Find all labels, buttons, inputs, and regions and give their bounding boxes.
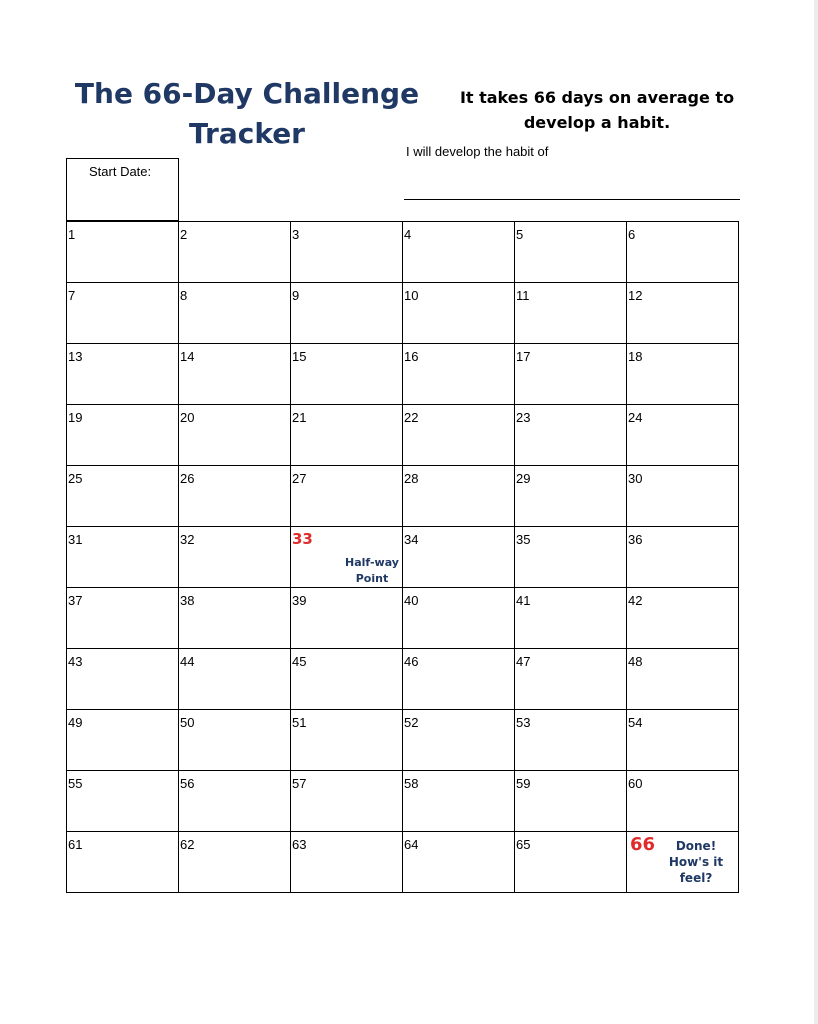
day-number: 50 [180, 715, 195, 730]
day-number: 62 [180, 837, 195, 852]
day-cell[interactable] [67, 283, 179, 344]
day-cell[interactable] [515, 344, 627, 405]
day-cell[interactable] [291, 466, 403, 527]
day-number: 16 [404, 349, 419, 364]
day-number: 5 [516, 227, 524, 242]
start-date-label: Start Date: [89, 164, 152, 179]
day-cell[interactable] [403, 771, 515, 832]
day-number: 10 [404, 288, 419, 303]
day-number: 55 [68, 776, 83, 791]
day-number: 6 [628, 227, 636, 242]
day-number: 42 [628, 593, 643, 608]
day-cell[interactable] [291, 527, 403, 588]
day-cell[interactable] [179, 832, 291, 893]
day-cell[interactable] [67, 649, 179, 710]
day-number: 23 [516, 410, 531, 425]
day-number: 32 [180, 532, 195, 547]
day-cell[interactable] [67, 832, 179, 893]
day-cell[interactable] [179, 222, 291, 283]
day-number: 27 [292, 471, 307, 486]
day-cell[interactable] [67, 710, 179, 771]
final-day-number: 66 [630, 834, 656, 855]
day-cell[interactable] [403, 283, 515, 344]
day-cell[interactable] [627, 832, 739, 893]
day-number: 54 [628, 715, 643, 730]
day-number: 26 [180, 471, 195, 486]
day-number: 29 [516, 471, 531, 486]
day-number: 48 [628, 654, 643, 669]
day-number: 19 [68, 410, 83, 425]
day-number: 51 [292, 715, 307, 730]
day-cell[interactable] [627, 649, 739, 710]
day-number: 21 [292, 410, 307, 425]
day-cell[interactable] [179, 405, 291, 466]
day-cell[interactable] [403, 466, 515, 527]
day-number: 14 [180, 349, 195, 364]
day-cell[interactable] [291, 283, 403, 344]
day-cell[interactable] [291, 222, 403, 283]
halfway-note: Half-way Point [345, 556, 399, 585]
day-cell[interactable] [179, 283, 291, 344]
day-cell[interactable] [67, 771, 179, 832]
day-number: 2 [180, 227, 188, 242]
day-cell[interactable] [291, 832, 403, 893]
day-cell[interactable] [179, 649, 291, 710]
day-cell[interactable] [627, 222, 739, 283]
day-cell[interactable] [515, 405, 627, 466]
day-cell[interactable] [627, 710, 739, 771]
day-number: 49 [68, 715, 83, 730]
day-cell[interactable] [627, 283, 739, 344]
day-cell[interactable] [403, 649, 515, 710]
day-number: 31 [68, 532, 83, 547]
day-number: 25 [68, 471, 83, 486]
day-cell[interactable] [291, 344, 403, 405]
page-title: The 66-Day Challenge Tracker [74, 77, 420, 150]
start-date-box[interactable] [66, 158, 179, 221]
day-number: 7 [68, 288, 76, 303]
day-number: 41 [516, 593, 531, 608]
day-number: 39 [292, 593, 307, 608]
day-cell[interactable] [403, 222, 515, 283]
halfway-day-number: 33 [292, 530, 313, 548]
day-cell[interactable] [515, 466, 627, 527]
day-cell[interactable] [627, 588, 739, 649]
day-number: 17 [516, 349, 531, 364]
day-number: 1 [68, 227, 76, 242]
day-cell[interactable] [403, 588, 515, 649]
day-cell[interactable] [627, 527, 739, 588]
day-number: 11 [516, 288, 530, 303]
day-number: 36 [628, 532, 643, 547]
day-number: 38 [180, 593, 195, 608]
day-cell[interactable] [403, 344, 515, 405]
day-number: 24 [628, 410, 643, 425]
day-number: 22 [404, 410, 419, 425]
tracker-row [67, 527, 739, 588]
day-cell[interactable] [403, 710, 515, 771]
day-number: 37 [68, 593, 83, 608]
day-number: 4 [404, 227, 412, 242]
day-number: 15 [292, 349, 307, 364]
tracker-row [67, 771, 739, 832]
day-number: 64 [404, 837, 419, 852]
tracker-row [67, 710, 739, 771]
day-cell[interactable] [627, 405, 739, 466]
day-number: 12 [628, 288, 643, 303]
day-number: 65 [516, 837, 531, 852]
day-cell[interactable] [515, 649, 627, 710]
day-number: 18 [628, 349, 643, 364]
day-cell[interactable] [179, 710, 291, 771]
day-number: 53 [516, 715, 531, 730]
day-number: 35 [516, 532, 531, 547]
day-cell[interactable] [67, 344, 179, 405]
tracker-row [67, 405, 739, 466]
habit-label: I will develop the habit of [406, 144, 549, 159]
day-number: 20 [180, 410, 195, 425]
day-cell[interactable] [291, 588, 403, 649]
day-number: 45 [292, 654, 307, 669]
day-cell[interactable] [67, 527, 179, 588]
day-number: 28 [404, 471, 419, 486]
tracker-row [67, 832, 739, 893]
day-cell[interactable] [403, 405, 515, 466]
day-number: 44 [180, 654, 195, 669]
tracker-row [67, 649, 739, 710]
day-cell[interactable] [515, 283, 627, 344]
done-note: Done! How's it feel? [668, 839, 724, 885]
habit-fill-line[interactable] [404, 199, 740, 200]
day-number: 56 [180, 776, 195, 791]
day-cell[interactable] [515, 222, 627, 283]
day-number: 34 [404, 532, 419, 547]
day-cell[interactable] [291, 649, 403, 710]
day-cell[interactable] [515, 588, 627, 649]
day-tracker-grid [66, 221, 739, 893]
tracker-row [67, 588, 739, 649]
day-cell[interactable] [179, 344, 291, 405]
day-cell[interactable] [403, 832, 515, 893]
day-cell[interactable] [515, 771, 627, 832]
page-edge [814, 0, 818, 1024]
day-number: 63 [292, 837, 307, 852]
tracker-row [67, 283, 739, 344]
day-cell[interactable] [515, 832, 627, 893]
day-number: 61 [68, 837, 83, 852]
day-cell[interactable] [515, 710, 627, 771]
tagline: It takes 66 days on average to develop a habit. [459, 88, 735, 132]
tracker-row [67, 344, 739, 405]
day-cell[interactable] [291, 405, 403, 466]
day-cell[interactable] [179, 771, 291, 832]
day-cell[interactable] [627, 771, 739, 832]
day-number: 57 [292, 776, 307, 791]
day-number: 47 [516, 654, 531, 669]
day-cell[interactable] [179, 527, 291, 588]
day-number: 43 [68, 654, 83, 669]
day-cell[interactable] [291, 771, 403, 832]
day-cell[interactable] [67, 588, 179, 649]
day-cell[interactable] [67, 405, 179, 466]
day-number: 58 [404, 776, 419, 791]
day-number: 40 [404, 593, 419, 608]
tracker-row [67, 222, 739, 283]
day-cell[interactable] [403, 527, 515, 588]
day-cell[interactable] [627, 466, 739, 527]
tracker-row [67, 466, 739, 527]
day-cell[interactable] [179, 466, 291, 527]
day-number: 30 [628, 471, 643, 486]
day-cell[interactable] [67, 222, 179, 283]
day-cell[interactable] [291, 710, 403, 771]
day-number: 8 [180, 288, 188, 303]
day-number: 9 [292, 288, 300, 303]
day-number: 52 [404, 715, 419, 730]
day-number: 3 [292, 227, 300, 242]
day-number: 59 [516, 776, 531, 791]
day-cell[interactable] [515, 527, 627, 588]
day-cell[interactable] [627, 344, 739, 405]
day-cell[interactable] [67, 466, 179, 527]
day-number: 46 [404, 654, 419, 669]
day-number: 60 [628, 776, 643, 791]
day-number: 13 [68, 349, 83, 364]
day-cell[interactable] [179, 588, 291, 649]
